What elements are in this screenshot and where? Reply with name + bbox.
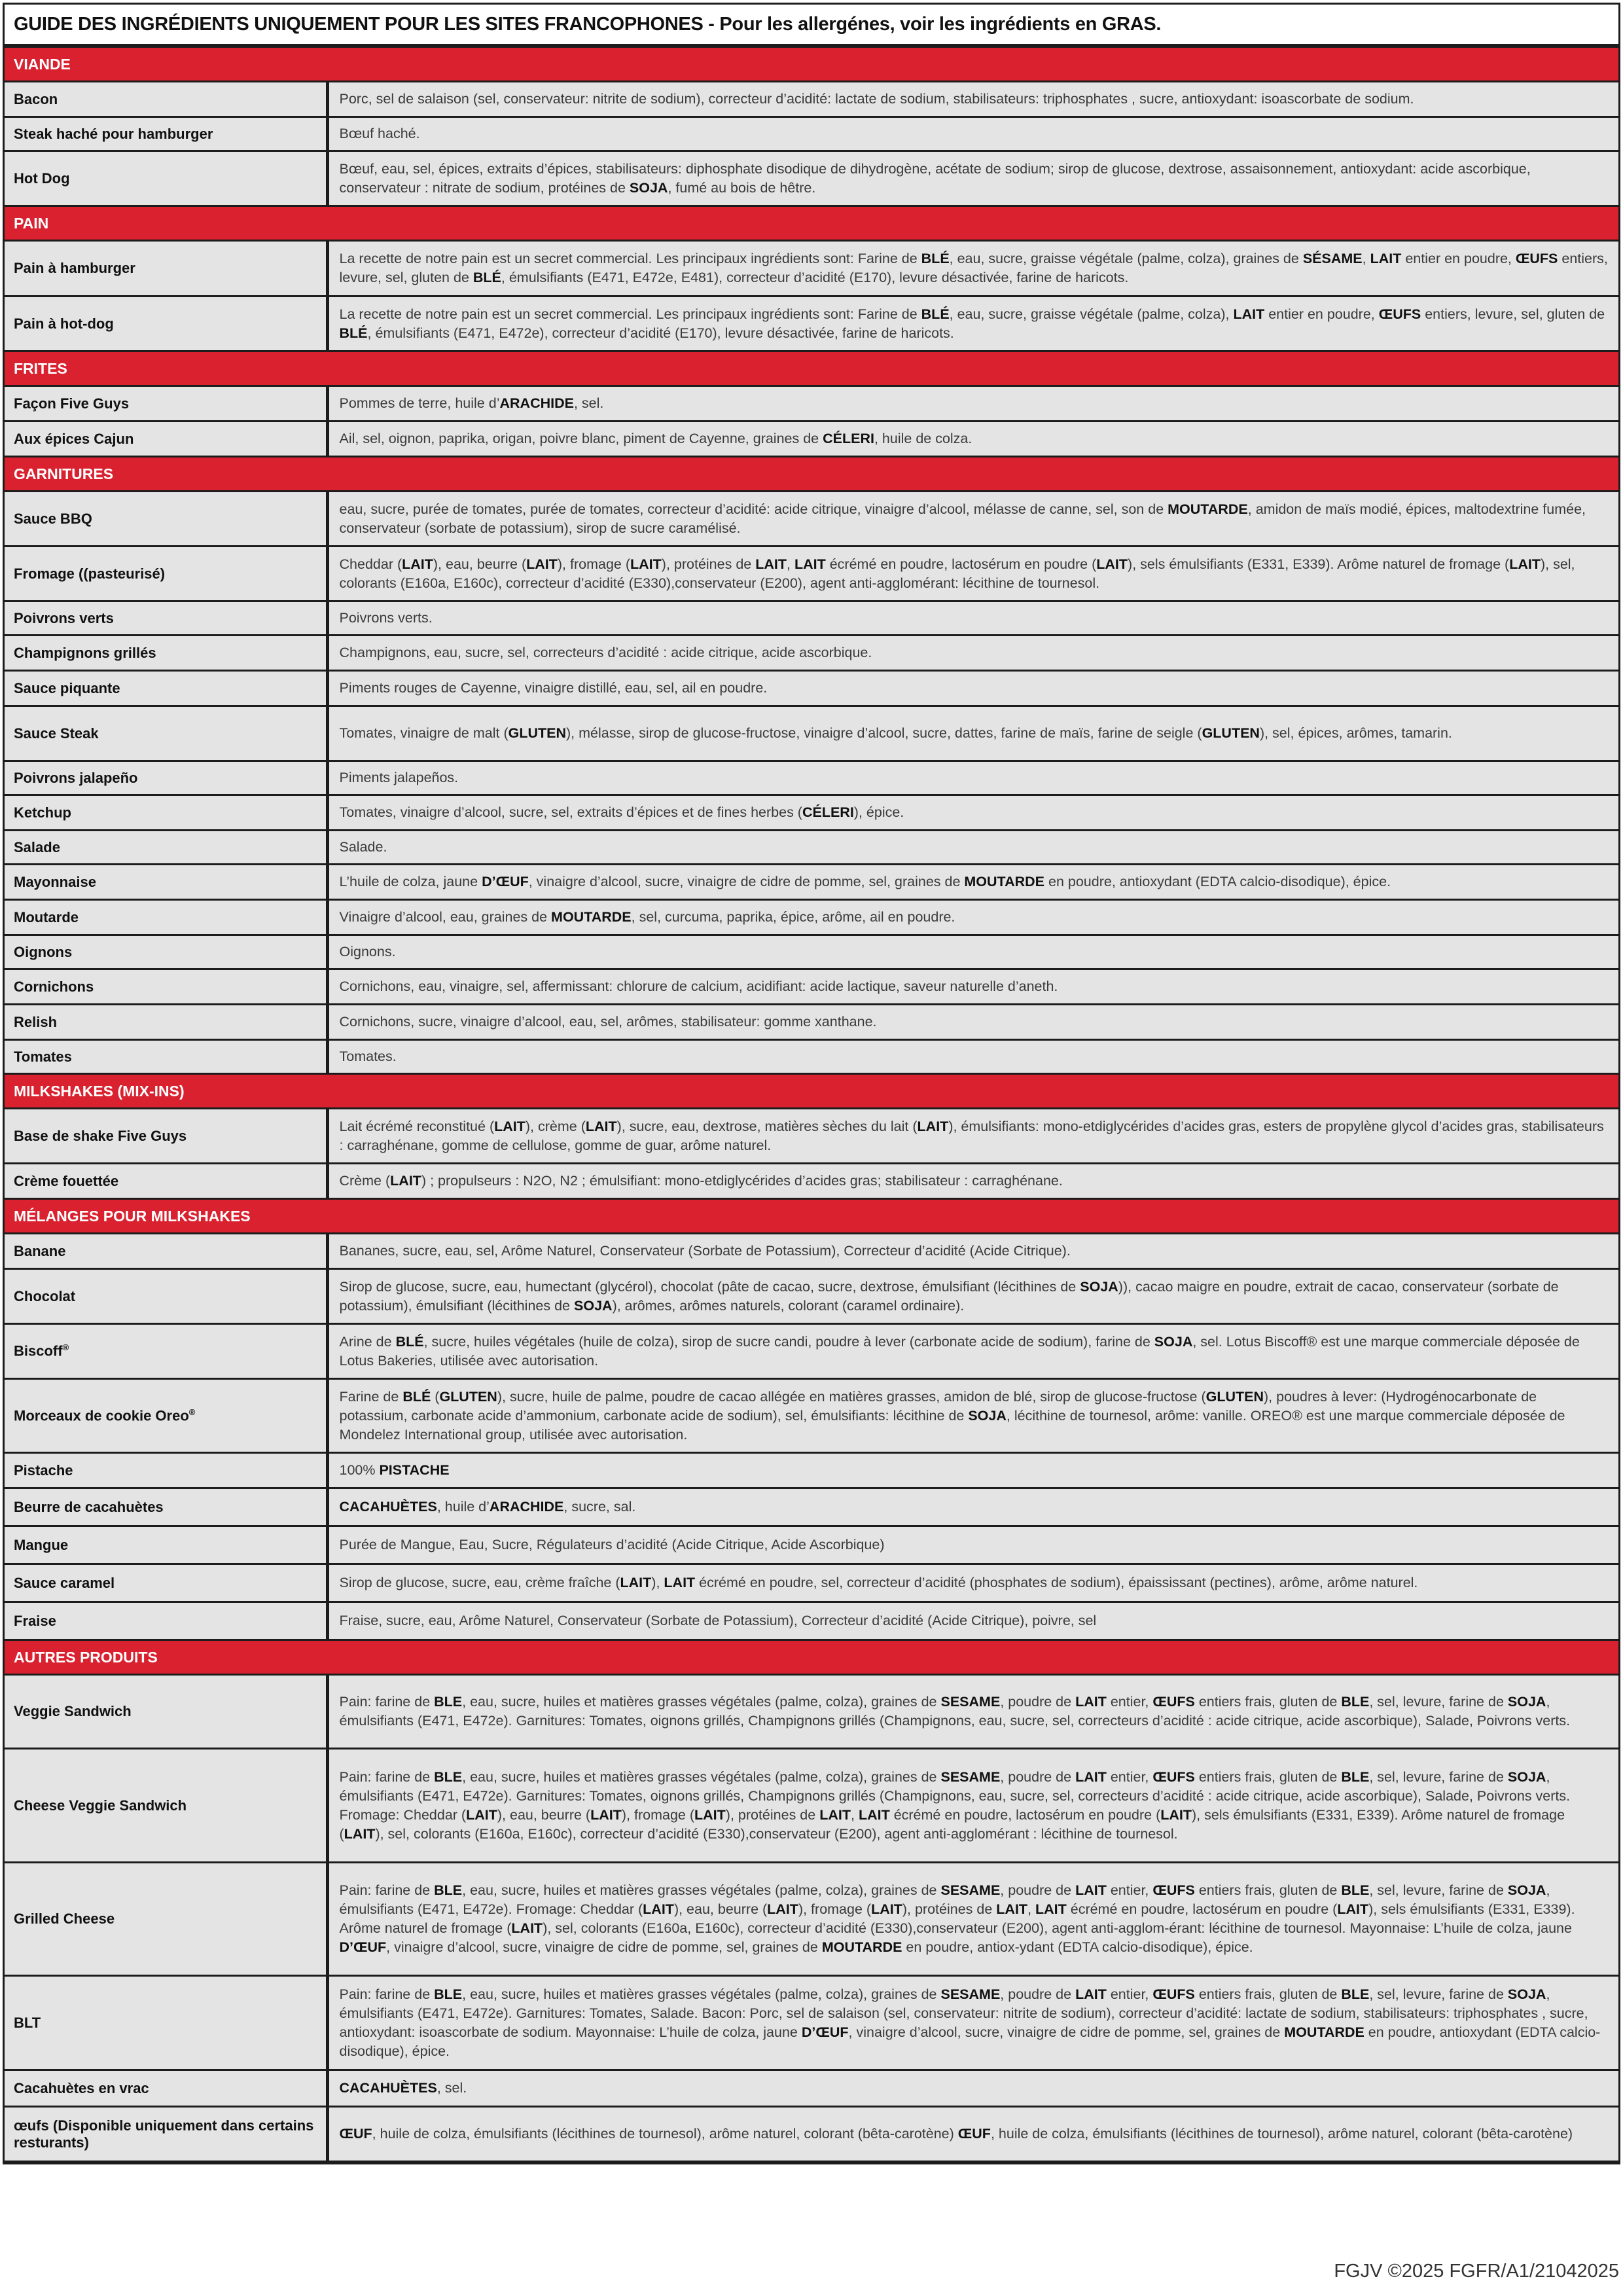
ingredient-row bbox=[5, 1109, 1618, 1164]
ingredient-row bbox=[5, 761, 1618, 795]
allergen: LAIT bbox=[1233, 306, 1265, 322]
ingredient-row bbox=[5, 1488, 1618, 1526]
allergen: MOUTARDE bbox=[1284, 2024, 1364, 2040]
ingredient-list: Cornichons, sucre, vinaigre d’alcool, eau, sel, arômes, stabilisateur: gomme xanthane. bbox=[327, 1005, 1618, 1040]
product-name: Chocolat bbox=[5, 1269, 327, 1324]
allergen: D’ŒUF bbox=[801, 2024, 849, 2040]
allergen: SOJA bbox=[574, 1297, 613, 1314]
allergen: LAIT bbox=[871, 1901, 902, 1917]
allergen: LAIT bbox=[1370, 251, 1402, 266]
allergen: ŒUF bbox=[339, 2126, 372, 2142]
allergen: LAIT bbox=[466, 1806, 497, 1823]
allergen: ŒUFS bbox=[1378, 306, 1421, 322]
allergen: PISTACHE bbox=[379, 1462, 450, 1478]
registered-mark: ® bbox=[188, 1407, 196, 1417]
section-header-row bbox=[5, 457, 1618, 492]
allergen: ARACHIDE bbox=[499, 395, 574, 411]
allergen: LAIT bbox=[1337, 1901, 1369, 1917]
ingredient-list: Arine de BLÉ, sucre, huiles végétales (huile de colza), sirop de sucre candi, poudre à lever (carbonate acide de sodium), farine de SOJA, sel. Lotus Biscoff® est une marque commerciale déposée de Lotus Bakeries, utilisée avec autorisation. bbox=[327, 1324, 1618, 1379]
product-name: Salade bbox=[5, 831, 327, 865]
ingredient-row bbox=[5, 547, 1618, 601]
ingredient-row bbox=[5, 1976, 1618, 2070]
allergen: GLUTEN bbox=[1202, 725, 1260, 741]
ingredient-row bbox=[5, 671, 1618, 706]
product-name: Poivrons jalapeño bbox=[5, 761, 327, 795]
allergen: LAIT bbox=[819, 1806, 851, 1823]
product-name: Cornichons bbox=[5, 969, 327, 1005]
allergen: LAIT bbox=[755, 556, 787, 572]
ingredient-list: Crème (LAIT) ; propulseurs : N2O, N2 ; émulsifiant: mono-etdiglycérides d’acides gras; stabilisateur : carraghénane. bbox=[327, 1164, 1618, 1199]
allergen: CÉLERI bbox=[823, 431, 874, 446]
product-name: Pain à hot-dog bbox=[5, 296, 327, 351]
allergen: LAIT bbox=[643, 1901, 674, 1917]
ingredient-table-body bbox=[5, 47, 1618, 2162]
ingredient-list: Cornichons, eau, vinaigre, sel, affermissant: chlorure de calcium, acidifiant: acide lactique, saveur naturelle d’aneth. bbox=[327, 969, 1618, 1005]
allergen: BLÉ bbox=[339, 325, 368, 341]
product-name: Aux épices Cajun bbox=[5, 422, 327, 457]
product-name: Crème fouettée bbox=[5, 1164, 327, 1199]
product-name: Banane bbox=[5, 1234, 327, 1269]
ingredient-row bbox=[5, 1164, 1618, 1199]
ingredient-row bbox=[5, 1324, 1618, 1379]
allergen: ARACHIDE bbox=[489, 1499, 564, 1515]
ingredient-list: Pain: farine de BLE, eau, sucre, huiles et matières grasses végétales (palme, colza), graines de SESAME, poudre de LAIT entier, ŒUFS entiers frais, gluten de BLE, sel, levure, farine de SOJA, émulsifiants (E471, E472e). Garnitures: Tomates, Salade. Bacon: Porc, sel de salaison (sel, conservateur: nitrite de sodium), correcteur d’acidité: lactate de sodium, stabilisateurs: triphosphates , sucre, antioxydant: isoascorbate de sodium. Mayonnaise: L’huile de colza, jaune D’ŒUF, vinaigre d’alcool, sucre, vinaigre de cidre de pomme, sel, graines de MOUTARDE en poudre, antioxydant (EDTA calcio-disodique), épice. bbox=[327, 1976, 1618, 2070]
allergen: LAIT bbox=[1035, 1901, 1067, 1917]
allergen: BLE bbox=[1341, 1694, 1370, 1710]
section-title: PAIN bbox=[5, 206, 1618, 241]
allergen: LAIT bbox=[1160, 1806, 1192, 1823]
allergen: D’ŒUF bbox=[339, 1939, 387, 1955]
ingredient-row bbox=[5, 1564, 1618, 1602]
allergen: LAIT bbox=[794, 556, 826, 572]
allergen: MOUTARDE bbox=[821, 1939, 902, 1955]
allergen: BLE bbox=[434, 1694, 463, 1710]
ingredient-list: Tomates, vinaigre d’alcool, sucre, sel, extraits d’épices et de fines herbes (CÉLERI), épice. bbox=[327, 795, 1618, 831]
allergen: LAIT bbox=[526, 556, 558, 572]
allergen: BLÉ bbox=[921, 251, 950, 266]
product-name: Sauce Steak bbox=[5, 706, 327, 761]
product-name: Mangue bbox=[5, 1526, 327, 1564]
allergen: MOUTARDE bbox=[1168, 501, 1248, 517]
allergen: ŒUF bbox=[957, 2126, 991, 2142]
ingredient-row bbox=[5, 117, 1618, 151]
product-name: Tomates bbox=[5, 1040, 327, 1074]
ingredient-list: Pommes de terre, huile d’ARACHIDE, sel. bbox=[327, 386, 1618, 422]
ingredient-list: CACAHUÈTES, huile d’ARACHIDE, sucre, sal. bbox=[327, 1488, 1618, 1526]
allergen: BLÉ bbox=[921, 306, 950, 322]
ingredient-row bbox=[5, 1749, 1618, 1863]
ingredient-row bbox=[5, 831, 1618, 865]
allergen: MOUTARDE bbox=[964, 874, 1045, 889]
allergen: SÉSAME bbox=[1302, 251, 1363, 266]
section-title: AUTRES PRODUITS bbox=[5, 1640, 1618, 1675]
product-name: Steak haché pour hamburger bbox=[5, 117, 327, 151]
allergen: SOJA bbox=[1507, 1986, 1546, 2002]
allergen: SESAME bbox=[940, 1882, 1001, 1898]
ingredient-row bbox=[5, 795, 1618, 831]
page-title: GUIDE DES INGRÉDIENTS UNIQUEMENT POUR LES SITES FRANCOPHONES - Pour les allergénes, voir les ingrédients en GRAS. bbox=[5, 5, 1618, 46]
allergen: BLE bbox=[434, 1768, 463, 1785]
allergen: BLÉ bbox=[402, 1388, 431, 1405]
allergen: SOJA bbox=[1154, 1333, 1193, 1350]
ingredient-list: Sirop de glucose, sucre, eau, humectant (glycérol), chocolat (pâte de cacao, sucre, dextrose, émulsifiant (lécithines de SOJA)), cacao maigre en poudre, extrait de cacao, conservateur (sorbate de potassium), émulsifiant (lécithines de SOJA), arômes, arômes naturels, colorant (caramel ordinaire). bbox=[327, 1269, 1618, 1324]
product-name: Veggie Sandwich bbox=[5, 1675, 327, 1749]
allergen: LAIT bbox=[664, 1575, 696, 1590]
product-name: Morceaux de cookie Oreo® bbox=[5, 1379, 327, 1453]
ingredient-list: 100% PISTACHE bbox=[327, 1453, 1618, 1488]
ingredient-row bbox=[5, 151, 1618, 206]
allergen: GLUTEN bbox=[508, 725, 566, 741]
allergen: CÉLERI bbox=[802, 804, 854, 820]
product-name: Grilled Cheese bbox=[5, 1863, 327, 1976]
ingredient-list: Sirop de glucose, sucre, eau, crème fraîche (LAIT), LAIT écrémé en poudre, sel, correcteur d’acidité (phosphates de sodium), épaississant (pectines), arôme, arôme naturel. bbox=[327, 1564, 1618, 1602]
ingredient-row bbox=[5, 1526, 1618, 1564]
product-name: Hot Dog bbox=[5, 151, 327, 206]
ingredient-list: Oignons. bbox=[327, 935, 1618, 969]
allergen: SOJA bbox=[1080, 1278, 1118, 1295]
allergen: BLE bbox=[1341, 1768, 1370, 1785]
allergen: LAIT bbox=[344, 1825, 376, 1842]
allergen: LAIT bbox=[620, 1575, 652, 1590]
allergen: LAIT bbox=[630, 556, 662, 572]
product-name: Cheese Veggie Sandwich bbox=[5, 1749, 327, 1863]
product-name: Moutarde bbox=[5, 900, 327, 935]
allergen: CACAHUÈTES bbox=[339, 2080, 437, 2096]
ingredient-list: Lait écrémé reconstitué (LAIT), crème (LAIT), sucre, eau, dextrose, matières sèches du lait (LAIT), émulsifiants: mono-etdiglycérides d’acides gras, esters de propylène glycol d’acides gras, stabilisateurs : carraghénane, gomme de cellulose, gomme de guar, arôme naturel. bbox=[327, 1109, 1618, 1164]
ingredient-list: Porc, sel de salaison (sel, conservateur: nitrite de sodium), correcteur d’acidité: lactate de sodium, stabilisateurs: triphosphates , sucre, antioxydant: isoascorbate de sodium. bbox=[327, 82, 1618, 117]
ingredient-row bbox=[5, 601, 1618, 636]
allergen: BLÉ bbox=[395, 1333, 424, 1350]
allergen: LAIT bbox=[858, 1806, 890, 1823]
ingredient-row bbox=[5, 241, 1618, 296]
ingredient-row bbox=[5, 1675, 1618, 1749]
product-name: Beurre de cacahuètes bbox=[5, 1488, 327, 1526]
ingredient-table bbox=[5, 46, 1618, 2162]
ingredient-row bbox=[5, 422, 1618, 457]
ingredient-list: Purée de Mangue, Eau, Sucre, Régulateurs d’acidité (Acide Citrique, Acide Ascorbique) bbox=[327, 1526, 1618, 1564]
ingredient-list: Piments jalapeños. bbox=[327, 761, 1618, 795]
product-name: Fromage ((pasteurisé) bbox=[5, 547, 327, 601]
allergen: GLUTEN bbox=[1205, 1388, 1264, 1405]
ingredient-list: Bananes, sucre, eau, sel, Arôme Naturel, Conservateur (Sorbate de Potassium), Correcteur d’acidité (Acide Citrique). bbox=[327, 1234, 1618, 1269]
ingredient-list: La recette de notre pain est un secret commercial. Les principaux ingrédients sont: Farine de BLÉ, eau, sucre, graisse végétale (palme, colza), LAIT entier en poudre, ŒUFS entiers, levure, sel, gluten de BLÉ, émulsifiants (E471, E472e), correcteur d’acidité (E170), levure désactivée, farine de haricots. bbox=[327, 296, 1618, 351]
section-header-row bbox=[5, 1640, 1618, 1675]
allergen: LAIT bbox=[390, 1173, 421, 1189]
ingredient-list: Tomates. bbox=[327, 1040, 1618, 1074]
allergen: BLE bbox=[434, 1882, 463, 1898]
product-name: Pistache bbox=[5, 1453, 327, 1488]
ingredient-row bbox=[5, 1234, 1618, 1269]
product-name: Façon Five Guys bbox=[5, 386, 327, 422]
product-name: Sauce caramel bbox=[5, 1564, 327, 1602]
ingredient-row bbox=[5, 1602, 1618, 1640]
ingredient-row bbox=[5, 1453, 1618, 1488]
allergen: LAIT bbox=[494, 1118, 526, 1134]
ingredient-row bbox=[5, 969, 1618, 1005]
section-header-row bbox=[5, 47, 1618, 82]
allergen: LAIT bbox=[767, 1901, 798, 1917]
section-title: GARNITURES bbox=[5, 457, 1618, 492]
product-name: Mayonnaise bbox=[5, 865, 327, 900]
allergen: ŒUFS bbox=[1152, 1882, 1195, 1898]
ingredient-list: Farine de BLÉ (GLUTEN), sucre, huile de palme, poudre de cacao allégée en matières grasses, amidon de blé, sirop de glucose-fructose (GLUTEN), poudres à lever: (Hydrogénocarbonate de potassium, carbonate acide d’ammonium, carbonate acide de sodium), sel, émulsifiants: lécithine de SOJA, lécithine de tournesol, arôme: vanille. OREO® est une marque commerciale déposée de Mondelez International group, utilisée avec autorisation. bbox=[327, 1379, 1618, 1453]
ingredient-row bbox=[5, 82, 1618, 117]
allergen: LAIT bbox=[1096, 556, 1128, 572]
ingredient-list: ŒUF, huile de colza, émulsifiants (lécithines de tournesol), arôme naturel, colorant (bêta-carotène) ŒUF, huile de colza, émulsifiants (lécithines de tournesol), arôme naturel, colorant (bêta-carotène) bbox=[327, 2107, 1618, 2162]
product-name: Oignons bbox=[5, 935, 327, 969]
ingredient-list: Vinaigre d’alcool, eau, graines de MOUTARDE, sel, curcuma, paprika, épice, arôme, ail en poudre. bbox=[327, 900, 1618, 935]
allergen: LAIT bbox=[1509, 556, 1541, 572]
ingredient-list: L’huile de colza, jaune D’ŒUF, vinaigre d’alcool, sucre, vinaigre de cidre de pomme, sel, graines de MOUTARDE en poudre, antioxydant (EDTA calcio-disodique), épice. bbox=[327, 865, 1618, 900]
footer-reference: FGJV ©2025 FGFR/A1/21042025 bbox=[1334, 2261, 1619, 2282]
allergen: SOJA bbox=[1507, 1882, 1546, 1898]
allergen: ŒUFS bbox=[1152, 1694, 1195, 1710]
allergen: LAIT bbox=[585, 1118, 617, 1134]
product-name: Sauce BBQ bbox=[5, 492, 327, 547]
ingredient-row bbox=[5, 2107, 1618, 2162]
ingredient-list: Bœuf haché. bbox=[327, 117, 1618, 151]
product-name: Biscoff® bbox=[5, 1324, 327, 1379]
ingredient-list: Salade. bbox=[327, 831, 1618, 865]
ingredient-row bbox=[5, 636, 1618, 671]
ingredient-row bbox=[5, 296, 1618, 351]
allergen: LAIT bbox=[402, 556, 433, 572]
ingredient-row bbox=[5, 900, 1618, 935]
allergen: BLE bbox=[1341, 1882, 1370, 1898]
ingredient-list: Pain: farine de BLE, eau, sucre, huiles et matières grasses végétales (palme, colza), graines de SESAME, poudre de LAIT entier, ŒUFS entiers frais, gluten de BLE, sel, levure, farine de SOJA, émulsifiants (E471, E472e). Garnitures: Tomates, oignons grillés, Champignons grillés (Champignons, eau, sucre, sel, correcteurs d’acidité : acide citrique, acide ascorbique), Salade, Poivrons verts. Fromage: Cheddar (LAIT), eau, beurre (LAIT), fromage (LAIT), protéines de LAIT, LAIT écrémé en poudre, lactosérum en poudre (LAIT), sels émulsifiants (E331, E339). Arôme naturel de fromage (LAIT), sel, colorants (E160a, E160c), correcteur d’acidité (E330),conservateur (E200), agent anti-agglomérant : lécithine de tournesol. bbox=[327, 1749, 1618, 1863]
ingredient-row bbox=[5, 935, 1618, 969]
ingredient-row bbox=[5, 706, 1618, 761]
ingredient-list: eau, sucre, purée de tomates, purée de tomates, correcteur d’acidité: acide citrique, vinaigre d’alcool, mélasse de canne, sel, son de MOUTARDE, amidon de maïs modié, épices, maltodextrine fumée, conservateur (sorbate de potassium), sirop de sucre caramélisé. bbox=[327, 492, 1618, 547]
allergen: SESAME bbox=[940, 1986, 1001, 2002]
ingredient-row bbox=[5, 1040, 1618, 1074]
allergen: SOJA bbox=[629, 179, 668, 196]
ingredient-list: Fraise, sucre, eau, Arôme Naturel, Conservateur (Sorbate de Potassium), Correcteur d’acidité (Acide Citrique), poivre, sel bbox=[327, 1602, 1618, 1640]
product-name: Champignons grillés bbox=[5, 636, 327, 671]
allergen: ŒUFS bbox=[1152, 1768, 1195, 1785]
allergen: SOJA bbox=[968, 1407, 1007, 1424]
allergen: ŒUFS bbox=[1515, 251, 1558, 266]
allergen: SESAME bbox=[940, 1768, 1001, 1785]
product-name: Bacon bbox=[5, 82, 327, 117]
ingredient-row bbox=[5, 2070, 1618, 2107]
section-title: MILKSHAKES (MIX-INS) bbox=[5, 1074, 1618, 1109]
product-name: Pain à hamburger bbox=[5, 241, 327, 296]
section-header-row bbox=[5, 1199, 1618, 1234]
allergen: LAIT bbox=[917, 1118, 949, 1134]
allergen: LAIT bbox=[694, 1806, 726, 1823]
section-title: FRITES bbox=[5, 351, 1618, 386]
ingredient-row bbox=[5, 1379, 1618, 1453]
ingredient-list: Poivrons verts. bbox=[327, 601, 1618, 636]
allergen: CACAHUÈTES bbox=[339, 1499, 437, 1515]
ingredient-row bbox=[5, 865, 1618, 900]
allergen: GLUTEN bbox=[439, 1388, 497, 1405]
product-name: Fraise bbox=[5, 1602, 327, 1640]
allergen: SESAME bbox=[940, 1694, 1001, 1710]
product-name: Sauce piquante bbox=[5, 671, 327, 706]
allergen: LAIT bbox=[511, 1920, 543, 1936]
allergen: MOUTARDE bbox=[551, 909, 632, 925]
section-title: VIANDE bbox=[5, 47, 1618, 82]
ingredient-row bbox=[5, 386, 1618, 422]
ingredient-row bbox=[5, 492, 1618, 547]
registered-mark: ® bbox=[62, 1342, 69, 1353]
product-name: Ketchup bbox=[5, 795, 327, 831]
ingredient-list: Piments rouges de Cayenne, vinaigre distillé, eau, sel, ail en poudre. bbox=[327, 671, 1618, 706]
ingredient-row bbox=[5, 1863, 1618, 1976]
product-name: œufs (Disponible uniquement dans certains resturants) bbox=[5, 2107, 327, 2162]
product-name: Relish bbox=[5, 1005, 327, 1040]
ingredient-row bbox=[5, 1269, 1618, 1324]
allergen: BLÉ bbox=[473, 270, 501, 285]
allergen: LAIT bbox=[996, 1901, 1028, 1917]
allergen: ŒUFS bbox=[1152, 1986, 1195, 2002]
product-name: Cacahuètes en vrac bbox=[5, 2070, 327, 2107]
section-header-row bbox=[5, 1074, 1618, 1109]
allergen: BLE bbox=[434, 1986, 463, 2002]
section-header-row bbox=[5, 351, 1618, 386]
ingredient-list: Pain: farine de BLE, eau, sucre, huiles et matières grasses végétales (palme, colza), graines de SESAME, poudre de LAIT entier, ŒUFS entiers frais, gluten de BLE, sel, levure, farine de SOJA, émulsifiants (E471, E472e). Garnitures: Tomates, oignons grillés, Champignons grillés (Champignons, eau, sucre, sel, correcteurs d’acidité : acide citrique, acide ascorbique), Salade, Poivrons verts. bbox=[327, 1675, 1618, 1749]
ingredient-list: Tomates, vinaigre de malt (GLUTEN), mélasse, sirop de glucose-fructose, vinaigre d’alcool, sucre, dattes, farine de maïs, farine de seigle (GLUTEN), sel, épices, arômes, tamarin. bbox=[327, 706, 1618, 761]
allergen: BLE bbox=[1341, 1986, 1370, 2002]
ingredient-list: Ail, sel, oignon, paprika, origan, poivre blanc, piment de Cayenne, graines de CÉLERI, huile de colza. bbox=[327, 422, 1618, 457]
allergen: LAIT bbox=[1075, 1986, 1107, 2002]
allergen: LAIT bbox=[590, 1806, 622, 1823]
ingredient-list: Cheddar (LAIT), eau, beurre (LAIT), fromage (LAIT), protéines de LAIT, LAIT écrémé en poudre, lactosérum en poudre (LAIT), sels émulsifiants (E331, E339). Arôme naturel de fromage (LAIT), sel, colorants (E160a, E160c), correcteur d’acidité (E330),conservateur (E200), agent anti-agglomérant: lécithine de tournesol. bbox=[327, 547, 1618, 601]
product-name: BLT bbox=[5, 1976, 327, 2070]
section-title: MÉLANGES POUR MILKSHAKES bbox=[5, 1199, 1618, 1234]
ingredient-row bbox=[5, 1005, 1618, 1040]
ingredient-list: CACAHUÈTES, sel. bbox=[327, 2070, 1618, 2107]
ingredient-list: Champignons, eau, sucre, sel, correcteurs d’acidité : acide citrique, acide ascorbique. bbox=[327, 636, 1618, 671]
ingredient-list: Pain: farine de BLE, eau, sucre, huiles et matières grasses végétales (palme, colza), graines de SESAME, poudre de LAIT entier, ŒUFS entiers frais, gluten de BLE, sel, levure, farine de SOJA, émulsifiants (E471, E472e). Fromage: Cheddar (LAIT), eau, beurre (LAIT), fromage (LAIT), protéines de LAIT, LAIT écrémé en poudre, lactosérum en poudre (LAIT), sels émulsifiants (E331, E339). Arôme naturel de fromage (LAIT), sel, colorants (E160a, E160c), correcteur d’acidité (E330),conservateur (E200), agent anti-agglom-érant: lécithine de tournesol. Mayonnaise: L’huile de colza, jaune D’ŒUF, vinaigre d’alcool, sucre, vinaigre de cidre de pomme, sel, graines de MOUTARDE en poudre, antiox-ydant (EDTA calcio-disodique), épice. bbox=[327, 1863, 1618, 1976]
allergen: SOJA bbox=[1507, 1768, 1546, 1785]
ingredient-list: La recette de notre pain est un secret commercial. Les principaux ingrédients sont: Farine de BLÉ, eau, sucre, graisse végétale (palme, colza), graines de SÉSAME, LAIT entier en poudre, ŒUFS entiers, levure, sel, gluten de BLÉ, émulsifiants (E471, E472e, E481), correcteur d’acidité (E170), levure désactivée, farine de haricots. bbox=[327, 241, 1618, 296]
ingredient-guide-sheet bbox=[3, 3, 1620, 2164]
allergen: SOJA bbox=[1507, 1694, 1546, 1710]
product-name: Poivrons verts bbox=[5, 601, 327, 636]
allergen: LAIT bbox=[1075, 1768, 1107, 1785]
allergen: D’ŒUF bbox=[482, 874, 529, 889]
ingredient-list: Bœuf, eau, sel, épices, extraits d’épices, stabilisateurs: diphosphate disodique de dihydrogène, acétate de sodium; sirop de glucose, dextrose, assaisonnement, antioxydant: acide ascorbique, conservateur : nitrate de sodium, protéines de SOJA, fumé au bois de hêtre. bbox=[327, 151, 1618, 206]
section-header-row bbox=[5, 206, 1618, 241]
allergen: LAIT bbox=[1075, 1694, 1107, 1710]
product-name: Base de shake Five Guys bbox=[5, 1109, 327, 1164]
allergen: LAIT bbox=[1075, 1882, 1107, 1898]
